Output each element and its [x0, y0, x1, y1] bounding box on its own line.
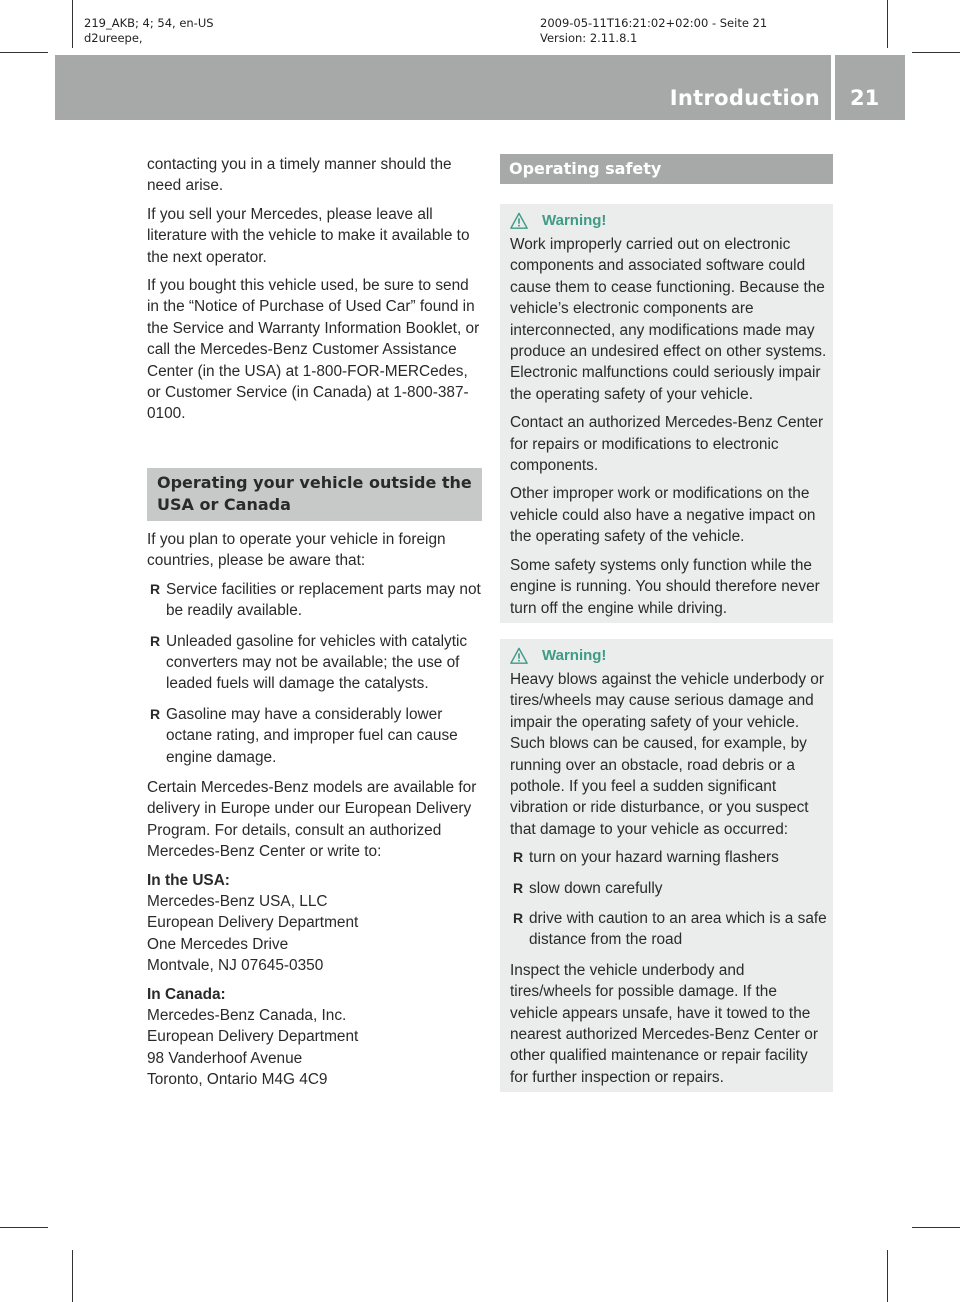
list-item-text: Gasoline may have a considerably lower octane rating, and improper fuel can cause engine damage.	[166, 705, 458, 766]
warning-triangle-icon	[510, 212, 528, 230]
paragraph: If you bought this vehicle used, be sure to send in the “Notice of Purchase of Used Car” found in the Service and Warranty Information Booklet, or call the Mercedes-Benz Customer Assistance Center (in the USA) at 1-800-FOR-MERCedes, or Customer Service (in Canada) at 1-800-387-0100.	[147, 277, 480, 423]
paragraph: contacting you in a timely manner should the need arise.	[147, 156, 452, 195]
bullet-icon: R	[513, 879, 524, 896]
section-heading: Operating safety	[500, 154, 833, 184]
paragraph: Contact an authorized Mercedes-Benz Center for repairs or modifications to electronic components.	[510, 414, 824, 475]
address-line: European Delivery Department	[147, 914, 359, 932]
list-item	[510, 908, 827, 951]
address-label: In Canada:	[147, 985, 226, 1003]
left-column	[147, 154, 482, 1091]
list-item-text: turn on your hazard warning flashers	[529, 849, 779, 867]
crop-mark	[887, 1250, 888, 1302]
print-meta-line: Version: 2.11.8.1	[540, 31, 638, 45]
print-meta-right	[540, 16, 767, 46]
print-meta-left	[84, 16, 214, 46]
bullet-icon: R	[513, 849, 524, 866]
address-line: European Delivery Department	[147, 1028, 359, 1046]
print-meta-line: d2ureepe,	[84, 31, 143, 45]
page-header-divider	[831, 55, 835, 120]
crop-mark	[0, 1227, 48, 1228]
paragraph: Inspect the vehicle underbody and tires/wheels for possible damage. If the vehicle appears unsafe, have it towed to the nearest authorized Mercedes-Benz Center or other qualified maintenance or repair facility for further inspection or repairs.	[510, 961, 818, 1086]
list-item-text: slow down carefully	[529, 879, 663, 897]
list-item-text: Unleaded gasoline for vehicles with catalytic converters may not be available; the use of leaded fuels will damage the catalysts.	[166, 632, 468, 693]
warning-label: Warning!	[542, 212, 607, 229]
address-line: 98 Vanderhoof Avenue	[147, 1049, 303, 1067]
address-line: Mercedes-Benz USA, LLC	[147, 892, 328, 910]
right-column	[500, 154, 833, 1092]
crop-mark	[912, 52, 960, 53]
address-label: In the USA:	[147, 871, 230, 889]
warning-label: Warning!	[542, 646, 607, 664]
address-line: Toronto, Ontario M4G 4C9	[147, 1071, 328, 1089]
bullet-icon: R	[150, 705, 161, 722]
address-usa	[147, 870, 482, 977]
list-item	[147, 704, 482, 768]
warning-heading	[510, 210, 827, 232]
crop-mark	[72, 0, 73, 48]
warning-box	[500, 639, 833, 1092]
page-title: Introduction	[669, 86, 820, 110]
page-number: 21	[850, 86, 880, 110]
crop-mark	[887, 0, 888, 48]
list-item	[147, 631, 482, 695]
warning-heading	[510, 645, 827, 667]
paragraph: Other improper work or modifications on the vehicle could also have a negative impact on the operating safety of the vehicle.	[510, 485, 816, 546]
address-line: Mercedes-Benz Canada, Inc.	[147, 1007, 347, 1024]
paragraph: Some safety systems only function while the engine is running. You should therefore never turn off the engine while driving.	[510, 556, 820, 617]
bullet-icon: R	[513, 909, 524, 926]
paragraph: If you sell your Mercedes, please leave all literature with the vehicle to make it available to the next operator.	[147, 205, 470, 266]
list-item-text: drive with caution to an area which is a safe distance from the road	[529, 909, 827, 949]
bullet-icon: R	[150, 580, 161, 597]
warning-triangle-icon	[510, 647, 528, 665]
list-item-text: Service facilities or replacement parts may not be readily available.	[166, 580, 481, 620]
paragraph: If you plan to operate your vehicle in foreign countries, please be aware that:	[147, 530, 446, 570]
list-item	[510, 847, 827, 868]
address-line: One Mercedes Drive	[147, 935, 289, 953]
paragraph: Work improperly carried out on electronic components and associated software could cause them to cease functioning. Because the vehicle’s electronic components are interconnected, any modifications made may produce an undesired effect on other systems. Electronic malfunctions could seriously impair the operating safety of your vehicle.	[510, 236, 827, 403]
bullet-icon: R	[150, 632, 161, 649]
address-line: Montvale, NJ 07645-0350	[147, 957, 324, 975]
paragraph: Certain Mercedes-Benz models are available for delivery in Europe under our European Delivery Program. For details, consult an authorized Mercedes-Benz Center or write to:	[147, 778, 477, 861]
list-item	[147, 579, 482, 622]
section-heading: Operating your vehicle outside the USA or Canada	[147, 468, 482, 521]
crop-mark	[912, 1227, 960, 1228]
paragraph: Heavy blows against the vehicle underbody or tires/wheels may cause serious damage and impair the operating safety of your vehicle. Such blows can be caused, for example, by running over an obstacle, road debris or a pothole. If you feel a sudden significant vibration or ride disturbance, or you suspect that damage to your vehicle as occurred:	[510, 670, 824, 838]
address-canada	[147, 984, 482, 1091]
print-meta-line: 219_AKB; 4; 54, en-US	[84, 16, 214, 30]
list-item	[510, 878, 827, 899]
print-meta-line: 2009-05-11T16:21:02+02:00 - Seite 21	[540, 16, 768, 30]
crop-mark	[0, 52, 48, 53]
warning-box	[500, 204, 833, 623]
crop-mark	[72, 1250, 73, 1302]
